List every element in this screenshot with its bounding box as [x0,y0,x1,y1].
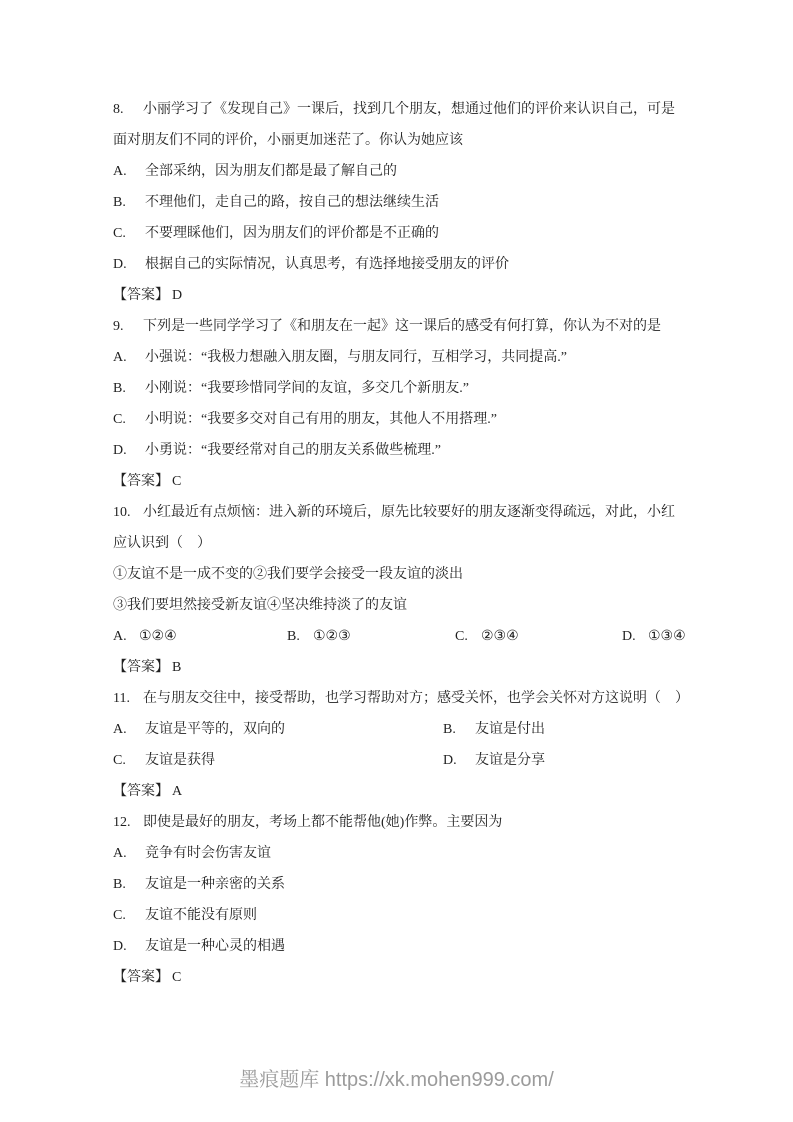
option-label: A. [113,350,127,365]
question-10-answer [113,652,680,683]
option-label: B. [113,877,126,892]
answer-value: A [172,784,183,799]
question-10-stem-text: 小红最近有点烦恼：进入新的环境后，原先比较要好的朋友逐渐变得疏远，对此，小红 [143,505,675,520]
question-8-option-d [113,249,680,280]
question-9 [113,311,680,497]
question-10-stem-line-2: 应认识到（ ） [113,536,211,551]
question-12-option-c [113,900,680,931]
question-8-stem-line-2: 面对朋友们不同的评价，小丽更加迷茫了。你认为她应该 [113,133,463,148]
question-10-option-b [287,621,455,652]
option-text: 不要理睬他们，因为朋友们的评价都是不正确的 [145,226,439,241]
question-11-answer [113,776,680,807]
question-10-statements-2: ③我们要坦然接受新友谊④坚决维持淡了的友谊 [113,598,407,613]
exam-page-content [113,94,689,993]
option-text: 竞争有时会伤害友谊 [145,846,271,861]
option-text: 全部采纳，因为朋友们都是最了解自己的 [145,164,397,179]
question-9-option-a [113,342,680,373]
option-text: 友谊是一种亲密的关系 [145,877,285,892]
option-label: D. [622,629,636,644]
question-8-number: 8. [113,102,124,117]
option-text: 友谊是分享 [475,753,545,768]
answer-value: B [172,660,182,675]
question-9-number: 9. [113,319,124,334]
question-11-option-d [443,745,545,776]
question-11-option-b [443,714,545,745]
option-label: B. [113,381,126,396]
option-text: 友谊是获得 [145,753,215,768]
question-12-number: 12. [113,815,131,830]
option-label: B. [443,722,456,737]
option-label: C. [113,908,126,923]
question-11-option-c [113,745,443,776]
question-10-option-a [113,621,287,652]
question-9-option-d [113,435,680,466]
question-8-option-c [113,218,680,249]
option-text: 小勇说：“我要经常对自己的朋友关系做些梳理.” [145,443,441,458]
question-8-option-b [113,187,680,218]
question-10 [113,497,686,683]
option-text: 小强说：“我极力想融入朋友圈，与朋友同行，互相学习，共同提高.” [145,350,567,365]
option-text: 小明说：“我要多交对自己有用的朋友，其他人不用搭理.” [145,412,497,427]
question-10-option-c [455,621,622,652]
question-12-option-b [113,869,680,900]
question-11-stem-line-1 [113,683,689,714]
footer-site-url: https://xk.mohen999.com/ [324,1069,554,1091]
option-text: 友谊不能没有原则 [145,908,257,923]
option-label: D. [113,443,127,458]
question-8-option-a [113,156,680,187]
answer-label: 【答案】 [113,660,169,675]
question-12-stem-text: 即使是最好的朋友，考场上都不能帮他(她)作弊。主要因为 [143,815,503,830]
option-label: C. [113,753,126,768]
answer-label: 【答案】 [113,474,169,489]
question-8-stem-text: 小丽学习了《发现自己》一课后，找到几个朋友，想通过他们的评价来认识自己，可是 [143,102,675,117]
question-12 [113,807,680,993]
footer-site-name: 墨痕题库 [239,1069,320,1091]
answer-label: 【答案】 [113,288,169,303]
question-12-option-d [113,931,680,962]
question-10-number: 10. [113,505,131,520]
question-11-stem-text: 在与朋友交往中，接受帮助，也学习帮助对方；感受关怀，也学会关怀对方这说明（ ） [143,691,689,706]
option-label: A. [113,722,127,737]
question-12-stem-line-1 [113,807,680,838]
option-text: 不理他们，走自己的路，按自己的想法继续生活 [145,195,439,210]
question-9-option-c [113,404,680,435]
option-text: 根据自己的实际情况，认真思考，有选择地接受朋友的评价 [145,257,509,272]
question-9-answer [113,466,680,497]
option-label: B. [113,195,126,210]
question-9-stem-text: 下列是一些同学学习了《和朋友在一起》这一课后的感受有何打算，你认为不对的是 [143,319,661,334]
question-11-option-a [113,714,443,745]
question-10-option-d [622,621,686,652]
question-11 [113,683,689,807]
option-text: ①②④ [139,629,177,644]
option-label: C. [113,412,126,427]
question-10-statements-1: ①友谊不是一成不变的②我们要学会接受一段友谊的淡出 [113,567,463,582]
option-text: ②③④ [481,629,519,644]
question-9-stem-line-1 [113,311,680,342]
question-11-options-row-1 [113,714,680,745]
question-11-options-row-2 [113,745,680,776]
option-text: ①③④ [648,629,686,644]
option-label: A. [113,164,127,179]
question-10-options-row [113,621,686,652]
option-label: B. [287,629,300,644]
option-text: 小刚说：“我要珍惜同学间的友谊，多交几个新朋友.” [145,381,469,396]
answer-label: 【答案】 [113,784,169,799]
option-label: D. [113,257,127,272]
question-12-answer [113,962,680,993]
option-text: 友谊是平等的，双向的 [145,722,285,737]
option-label: D. [113,939,127,954]
footer-watermark [0,1063,793,1092]
option-label: D. [443,753,457,768]
question-8-stem-line-1 [113,94,680,125]
option-label: A. [113,629,127,644]
option-text: ①②③ [313,629,351,644]
question-11-number: 11. [113,691,130,706]
option-label: A. [113,846,127,861]
answer-value: D [172,288,183,303]
question-12-option-a [113,838,680,869]
option-label: C. [113,226,126,241]
option-text: 友谊是一种心灵的相遇 [145,939,285,954]
option-label: C. [455,629,468,644]
answer-value: C [172,970,182,985]
answer-value: C [172,474,182,489]
option-text: 友谊是付出 [475,722,545,737]
question-8 [113,94,680,311]
question-9-option-b [113,373,680,404]
question-8-answer [113,280,680,311]
answer-label: 【答案】 [113,970,169,985]
question-10-stem-line-1 [113,497,680,528]
